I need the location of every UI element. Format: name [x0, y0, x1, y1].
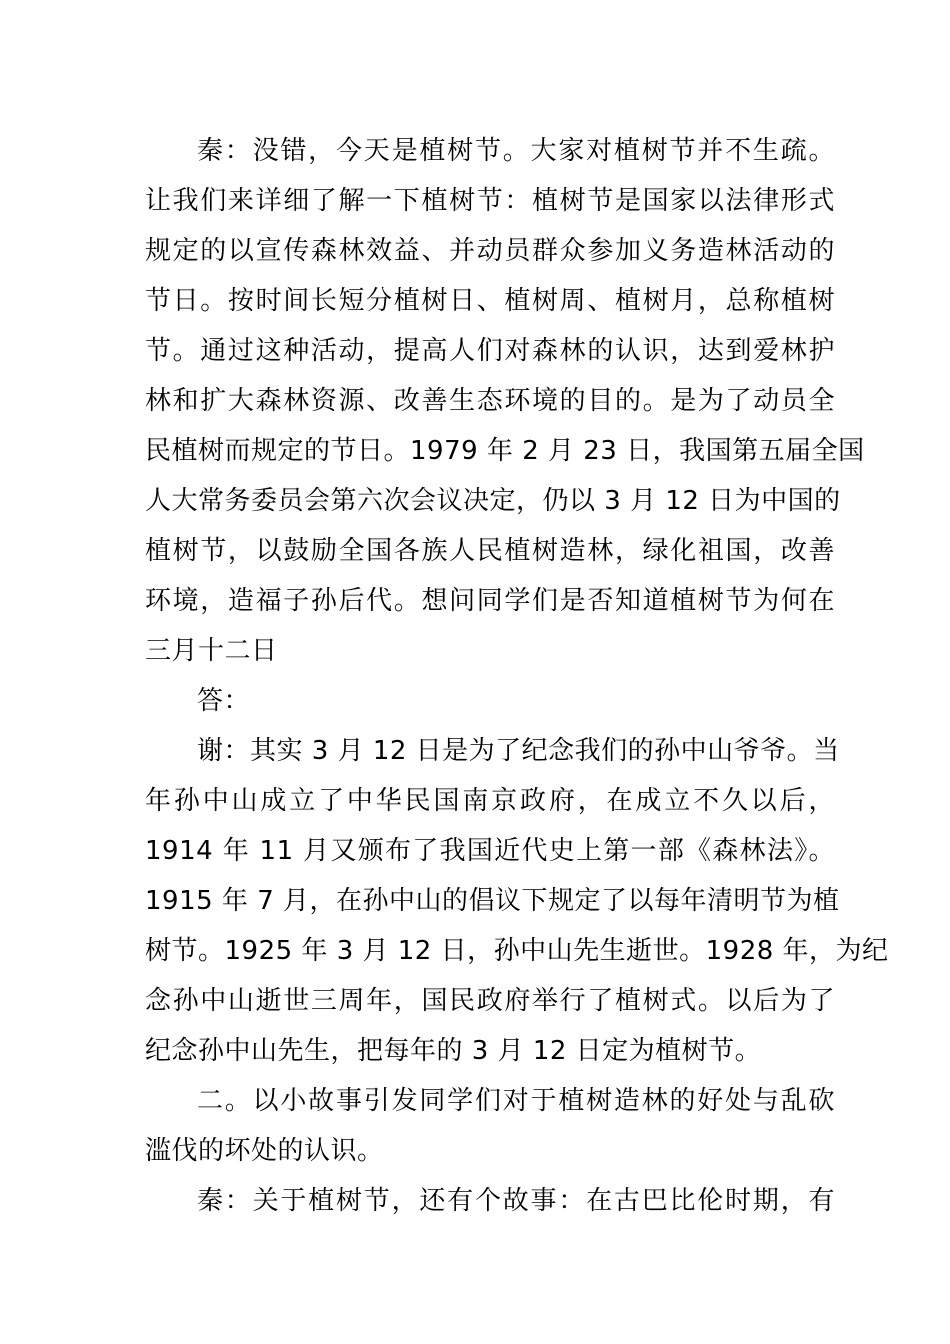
text-line: 三月十二日 [145, 636, 278, 666]
text-line: 植树节，以鼓励全国各族人民植树造林，绿化祖国，改善 [145, 536, 835, 566]
text-line: 民植树而规定的节日。1979 年 2 月 23 日，我国第五届全国 [145, 436, 865, 466]
text-line: 秦：没错，今天是植树节。大家对植树节并不生疏。 [197, 136, 835, 166]
text-line: 二。以小故事引发同学们对于植树造林的好处与乱砍 [197, 1086, 835, 1116]
text-line: 答： [197, 686, 251, 716]
text-line: 节日。按时间长短分植树日、植树周、植树月，总称植树 [145, 286, 835, 316]
text-line: 树节。1925 年 3 月 12 日，孙中山先生逝世。1928 年，为纪 [145, 936, 889, 966]
text-line: 秦：关于植树节，还有个故事：在古巴比伦时期，有 [197, 1186, 835, 1216]
text-line: 念孙中山逝世三周年，国民政府举行了植树式。以后为了 [145, 986, 835, 1016]
text-line: 1914 年 11 月又颁布了我国近代史上第一部《森林法》。 [145, 836, 835, 866]
text-line: 纪念孙中山先生，把每年的 3 月 12 日定为植树节。 [145, 1036, 762, 1066]
text-line: 谢：其实 3 月 12 日是为了纪念我们的孙中山爷爷。当 [197, 736, 840, 766]
text-line: 规定的以宣传森林效益、并动员群众参加义务造林活动的 [145, 236, 835, 266]
text-line: 环境，造福子孙后代。想问同学们是否知道植树节为何在 [145, 586, 835, 616]
document-body [145, 126, 889, 1226]
text-line: 节。通过这种活动，提高人们对森林的认识，达到爱林护 [145, 336, 835, 366]
text-line: 人大常务委员会第六次会议决定，仍以 3 月 12 日为中国的 [145, 486, 841, 516]
text-line: 年孙中山成立了中华民国南京政府，在成立不久以后， [145, 786, 835, 816]
text-line: 滥伐的坏处的认识。 [145, 1136, 384, 1166]
text-line: 1915 年 7 月，在孙中山的倡议下规定了以每年清明节为植 [145, 886, 840, 916]
text-line: 林和扩大森林资源、改善生态环境的目的。是为了动员全 [145, 386, 835, 416]
text-line: 让我们来详细了解一下植树节：植树节是国家以法律形式 [145, 186, 835, 216]
